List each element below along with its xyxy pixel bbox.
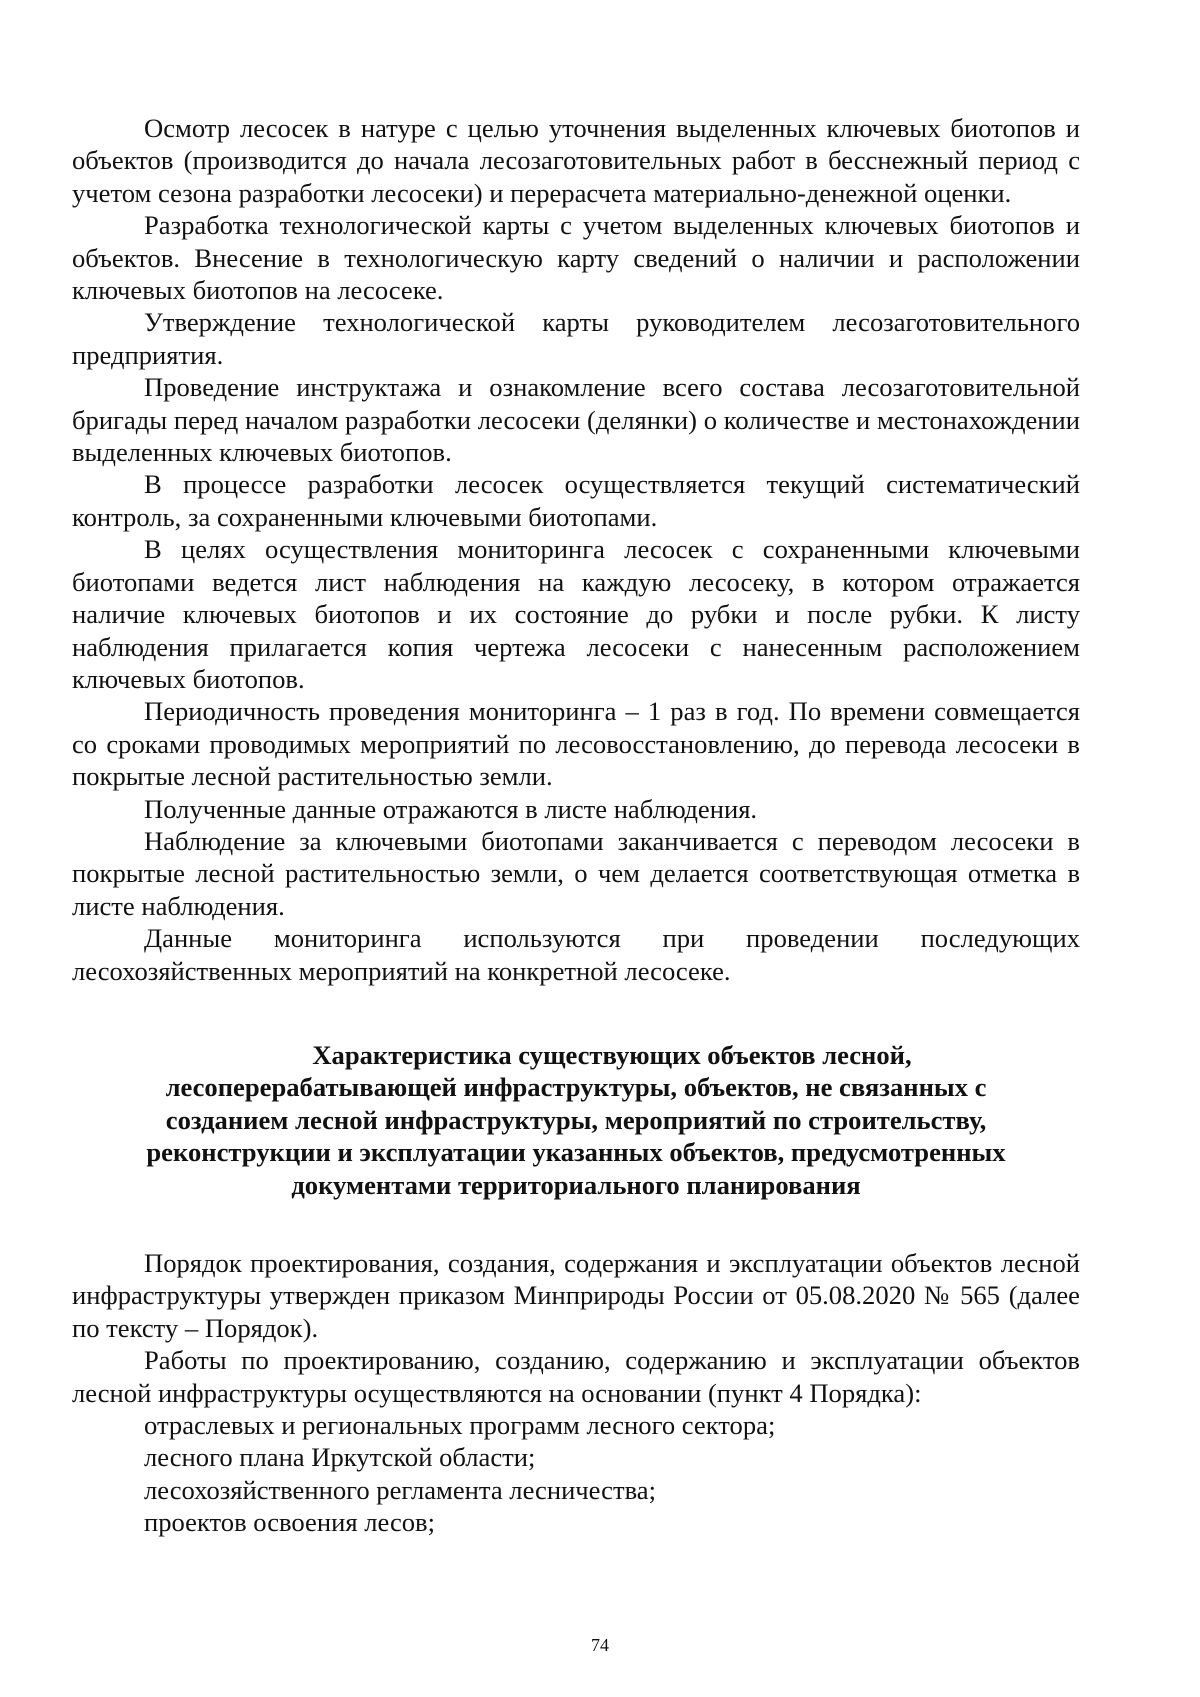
paragraph-works-basis: Работы по проектированию, созданию, содержанию и эксплуатации объектов лесной инфраструктуры осуществляются на основании (пункт 4 Порядка):	[72, 1345, 1080, 1408]
paragraph-monitoring-sheet: В целях осуществления мониторинга лесосек с сохраненными ключевыми биотопами ведется лист наблюдения на каждую лесосеку, в котором отражается наличие ключевых биотопов и их состояние до рубки и после рубки. К листу наблюдения прилагается копия чертежа лесосеки с нанесенным расположением ключевых биотопов.	[72, 534, 1080, 694]
section-heading	[72, 1039, 1080, 1201]
paragraph-periodicity: Периодичность проведения мониторинга – 1 раз в год. По времени совмещается со сроками проводимых мероприятий по лесовосстановлению, до перевода лесосеки в покрытые лесной растительностью земли.	[72, 696, 1080, 792]
paragraph-inspection: Осмотр лесосек в натуре с целью уточнения выделенных ключевых биотопов и объектов (производится до начала лесозаготовительных работ в бесснежный период с учетом сезона разработки лесосеки) и перерасчета материально-денежной оценки.	[72, 113, 1080, 208]
paragraph-control: В процессе разработки лесосек осуществляется текущий систематический контроль, за сохраненными ключевыми биотопами.	[72, 469, 1080, 532]
document-page	[72, 112, 1080, 1539]
paragraph-tech-map: Разработка технологической карты с учетом выделенных ключевых биотопов и объектов. Внесение в технологическую карту сведений о наличии и расположении ключевых биотопов на лесосеке.	[72, 210, 1080, 306]
heading-line: документами территориального планирования	[291, 1169, 861, 1200]
paragraph-observation-end: Наблюдение за ключевыми биотопами заканчивается с переводом лесосеки в покрытые лесной растительностью земли, о чем делается соответствующая отметка в листе наблюдения.	[72, 825, 1080, 921]
list-item: лесохозяйственного регламента лесничества;	[144, 1474, 656, 1505]
heading-line: реконструкции и эксплуатации указанных объектов, предусмотренных	[146, 1137, 1006, 1168]
page-number: 74	[591, 1635, 609, 1655]
paragraph-briefing: Проведение инструктажа и ознакомление всего состава лесозаготовительной бригады перед началом разработки лесосеки (делянки) о количестве и местонахождении выделенных ключевых биотопов.	[72, 372, 1080, 468]
paragraph-data-usage: Данные мониторинга используются при проведении последующих лесохозяйственных мероприятий на конкретной лесосеке.	[72, 923, 1080, 986]
list-item: проектов освоения лесов;	[144, 1507, 435, 1538]
paragraph-procedure: Порядок проектирования, создания, содержания и эксплуатации объектов лесной инфраструктуры утвержден приказом Минприроды России от 05.08.2020 № 565 (далее по тексту – Порядок).	[72, 1248, 1080, 1343]
list-item: отраслевых и региональных программ лесного сектора;	[144, 1410, 776, 1441]
heading-line: созданием лесной инфраструктуры, мероприятий по строительству,	[165, 1104, 987, 1135]
heading-line: лесоперерабатывающей инфраструктуры, объектов, не связанных с	[165, 1072, 987, 1103]
paragraph-data-recorded: Полученные данные отражаются в листе наблюдения.	[144, 793, 758, 824]
list-item: лесного плана Иркутской области;	[144, 1442, 536, 1473]
paragraph-approval: Утверждение технологической карты руководителем лесозаготовительного предприятия.	[72, 307, 1080, 370]
heading-line: Характеристика существующих объектов лесной,	[312, 1039, 912, 1070]
